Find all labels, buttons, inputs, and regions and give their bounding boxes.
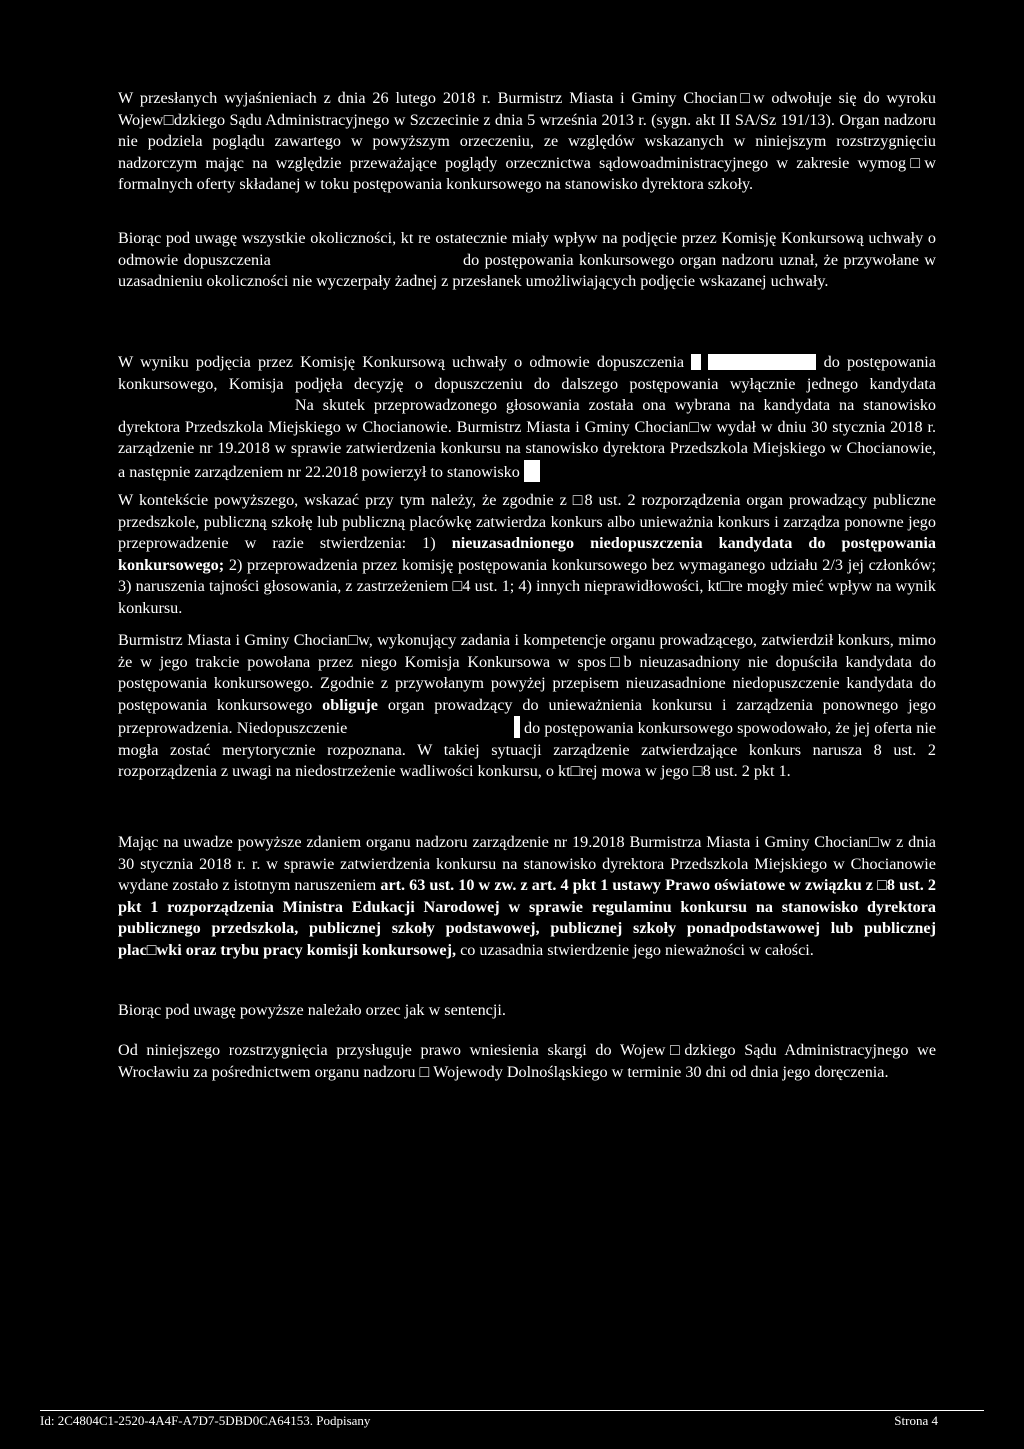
- paragraph-text: W wyniku podjęcia przez Komisję Konkursową uchwały o odmowie dopuszczenia: [118, 353, 685, 371]
- paragraph-sentence: [118, 1000, 936, 1022]
- redaction-block: [514, 716, 520, 738]
- paragraph-bold-text: obliguje: [322, 695, 378, 714]
- paragraph-text: do postępowania konkursowego organ nadzoru uznał, że przywołane w uzasadnieniu okoliczności nie wyczerpały żadnej z przesłanek umożliwiających podjęcie wskazanej uchwały.: [118, 250, 936, 290]
- paragraph-conclusion: [118, 832, 936, 961]
- paragraph-appeal: [118, 1040, 936, 1083]
- paragraph-bold-text: nieuzasadnionego niedopuszczenia kandydata do postępowania konkursowego;: [118, 534, 937, 574]
- page-number: Strona 4: [894, 1413, 938, 1428]
- paragraph-explanations: [118, 88, 936, 196]
- redaction-block: [691, 354, 701, 370]
- paragraph-bold-text: art. 63 ust. 10 w zw. z art. 4 pkt 1 ustawy Prawo oświatowe w związku z □8 ust. 2 pkt 1 rozporządzenia Ministra Edukacji Narodowej w sprawie regulaminu konkursu na stanowisko dyrektora publicznego przedszkola, publicznej szkoły podstawowej, publicznej szkoły ponadpodstawowej lub publicznej plac□wki oraz trybu pracy komisji konkursowej,: [118, 876, 937, 959]
- paragraph-text: Mając na uwadze powyższe zdaniem organu nadzoru zarządzenie nr 19.2018 Burmistrza Miasta i Gminy Chocian□w z dnia 30 stycznia 2018 r. r. w sprawie zatwierdzenia konkursu na stanowisko dyrektora Przedszkola Miejskiego w Chocianowie wydane zostało z istotnym naruszeniem: [118, 833, 936, 894]
- paragraph-text: W kontekście powyższego, wskazać przy tym należy, że zgodnie z □8 ust. 2 rozporządzenia organ prowadzący publiczne przedszkole, publiczną szkołę lub publiczną placówkę zatwierdza konkurs albo unieważnia konkurs i zarządza ponowne jego przeprowadzenie w razie stwierdzenia: 1): [118, 491, 936, 552]
- paragraph-text: do postępowania konkursowego, Komisja podjęła decyzję o dopuszczeniu do dalszego postępowania wyłącznie jednego kandydata: [118, 353, 936, 393]
- redaction-block: [524, 460, 540, 482]
- paragraph-text: 2) przeprowadzenia przez komisję postępowania konkursowego bez wymaganego udziału 2/3 jej członków; 3) naruszenia tajności głosowania, z zastrzeżeniem □4 ust. 1; 4) innych nieprawidłowości, kt□re mogły mieć wpływ na wynik konkursu.: [118, 555, 937, 617]
- paragraph-result: [118, 352, 936, 483]
- document-id: Id: 2C4804C1-2520-4A4F-A7D7-5DBD0CA64153. Podpisany: [40, 1413, 371, 1428]
- paragraph-text: Biorąc pod uwagę powyższe należało orzec jak w sentencji.: [118, 1001, 506, 1019]
- paragraph-mayor: [118, 630, 936, 783]
- paragraph-text: Na skutek przeprowadzonego głosowania została ona wybrana na kandydata na stanowisko dyrektora Przedszkola Miejskiego w Chocianowie. Burmistrz Miasta i Gminy Chocian□w wydał w dniu 30 stycznia 2018 r. zarządzenie nr 19.2018 w sprawie zatwierdzenia konkursu na stanowisko dyrektora Przedszkola Miejskiego w Chocianowie, a następnie zarządzeniem nr 22.2018 powierzył to stanowisko: [118, 396, 937, 481]
- redaction-block: [708, 354, 816, 370]
- paragraph-context: [118, 490, 936, 619]
- paragraph-text: Burmistrz Miasta i Gminy Chocian□w, wykonujący zadania i kompetencje organu prowadzącego, zatwierdził konkurs, mimo że w jego trakcie powołana przez niego Komisja Konkursowa w spos□b nieuzasadniony nie dopuściła kandydata do postępowania konkursowego. Zgodnie z przywołanym powyżej przepisem nieuzasadnione niedopuszczenie kandydata do postępowania konkursowego: [118, 631, 936, 714]
- paragraph-text: W przesłanych wyjaśnieniach z dnia 26 lutego 2018 r. Burmistrz Miasta i Gminy Chocian□w odwołuje się do wyroku Wojew□dzkiego Sądu Administracyjnego w Szczecinie z dnia 5 września 2013 r. (sygn. akt II SA/Sz 191/13). Organ nadzoru nie podziela poglądu zawartego w powyższym orzeczeniu, ze względów wskazanych w niniejszym rozstrzygnięciu nadzorczym mając na względzie przeważające poglądy orzecznictwa sądowoadministracyjnego w zakresie wymog□w formalnych oferty składanej w toku postępowania konkursowego na stanowisko dyrektora szkoły.: [118, 89, 936, 193]
- footer-divider: [40, 1410, 984, 1411]
- paragraph-text: organ prowadzący do unieważnienia konkursu i zarządzenia ponownego jego przeprowadzenia. Niedopuszczenie: [118, 695, 936, 737]
- paragraph-circumstances: [118, 228, 936, 293]
- paragraph-text: Od niniejszego rozstrzygnięcia przysługuje prawo wniesienia skargi do Wojew□dzkiego Sądu Administracyjnego we Wrocławiu za pośrednictwem organu nadzoru □ Wojewody Dolnośląskiego w terminie 30 dni od dnia jego doręczenia.: [118, 1041, 936, 1081]
- paragraph-text: Biorąc pod uwagę wszystkie okoliczności, kt re ostatecznie miały wpływ na podjęcie przez Komisję Konkursową uchwały o odmowie dopuszczenia: [118, 229, 936, 269]
- paragraph-text: do postępowania konkursowego spowodowało, że jej oferta nie mogła zostać merytorycznie rozpoznana. W takiej sytuacji zarządzenie zatwierdzające konkurs narusza 8 ust. 2 rozporządzenia z uwagi na niedostrzeżenie wadliwości konkursu, o kt□rej mowa w jego □8 ust. 2 pkt 1.: [118, 719, 937, 780]
- paragraph-text: co uzasadnia stwierdzenie jego nieważności w całości.: [460, 940, 814, 959]
